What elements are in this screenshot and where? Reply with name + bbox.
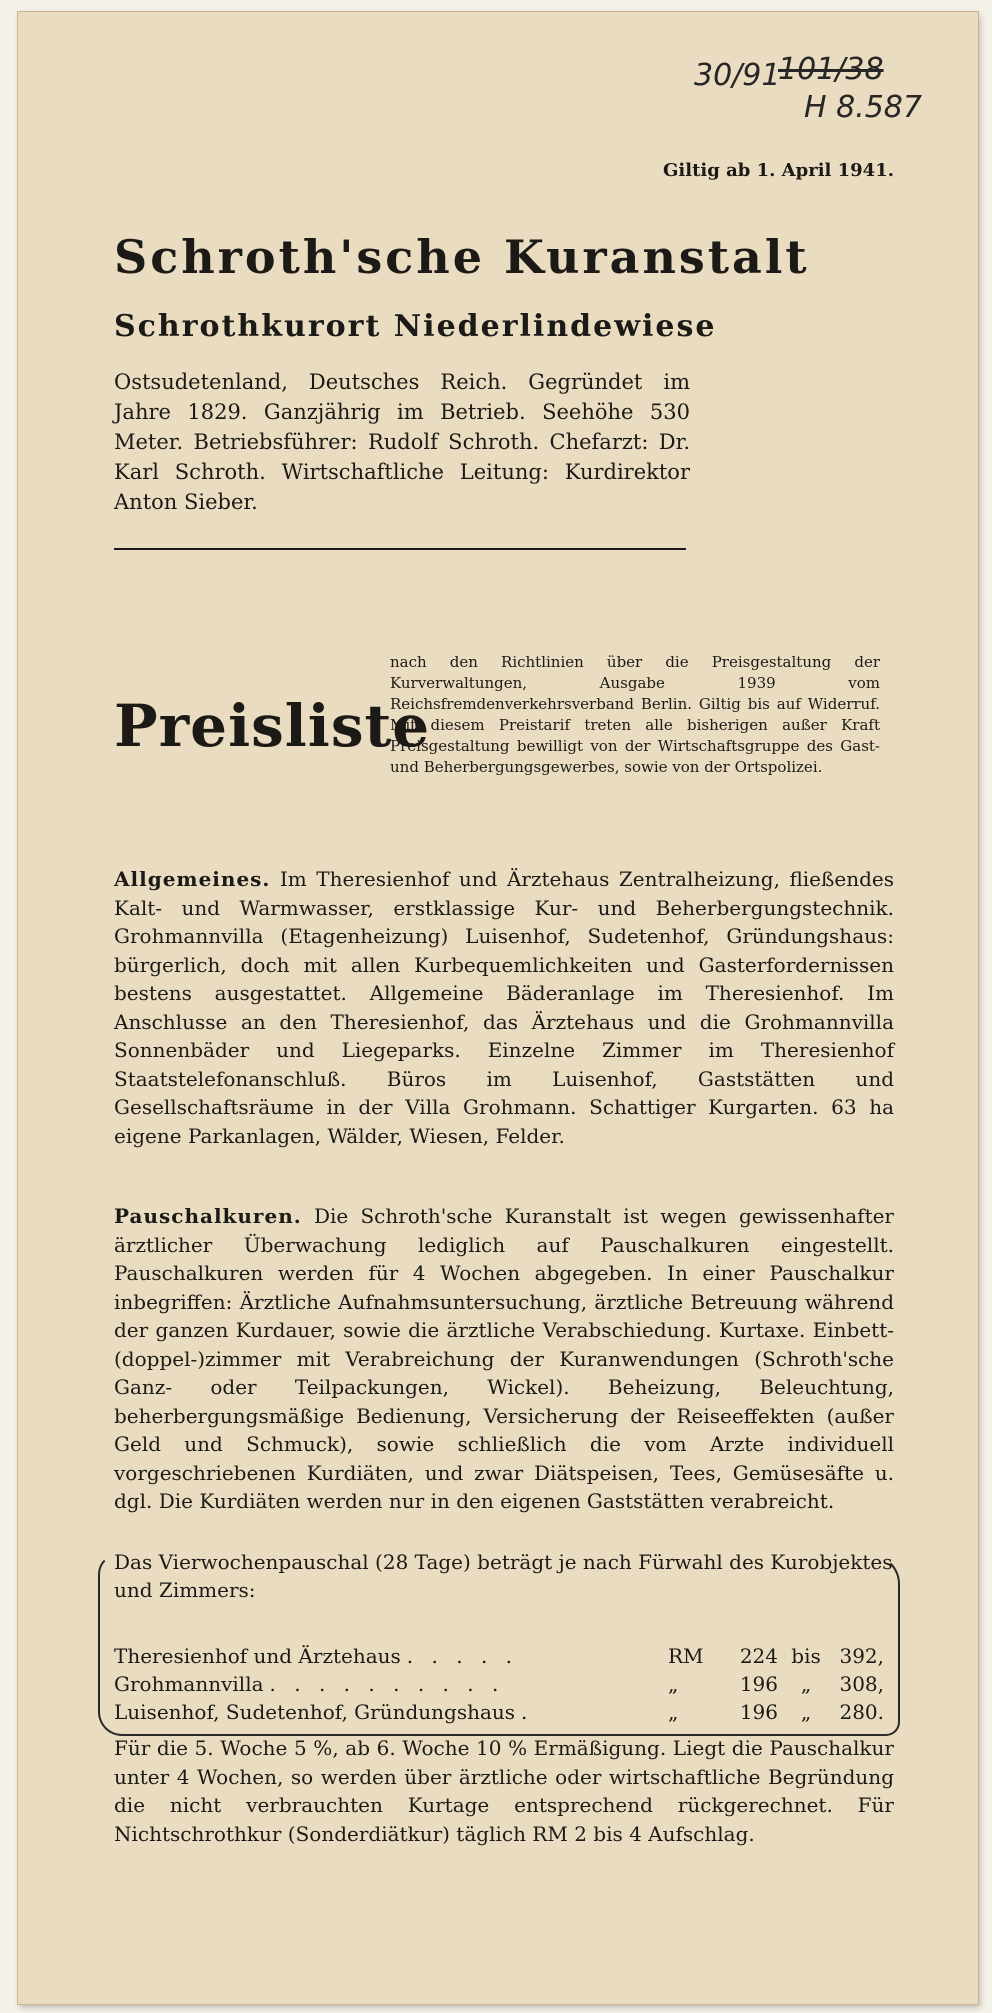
- document-title: Schroth'sche Kuranstalt: [114, 230, 810, 284]
- rate-leader: . . . . .: [406, 1644, 519, 1668]
- rate-currency: „: [668, 1672, 679, 1696]
- general-text: Im Theresienhof und Ärztehaus Zentralheizung, fließendes Kalt- und Warmwasser, erstklassige Kur- und Beherbergungstechnik. Grohmannvilla (Etagenheizung) Luisenhof, Sudetenhof, Gründungshaus: bürgerlich, doch mit allen Kurbequemlichkeiten und Gasterfordernissen bestens ausgestattet. Allgemeine Bäderanlage im Theresienhof. Im Anschlusse an den Theresienhof, das Ärztehaus und die Grohmannvilla Sonnenbäder und Liegeparks. Einzelne Zimmer im Theresienhof Staatstelefonanschluß. Büros im Luisenhof, Gaststätten und Gesellschaftsräume in der Villa Grohmann. Schattiger Kurgarten. 63 ha eigene Parkanlagen, Wälder, Wiesen, Felder.: [114, 867, 894, 1148]
- document-page: [18, 12, 978, 2004]
- rate-currency: RM: [668, 1644, 704, 1668]
- rate-leader: .: [521, 1700, 534, 1724]
- rate-from: 224: [739, 1644, 778, 1668]
- archive-note: H 8.587: [804, 90, 922, 125]
- rate-to: 280.: [839, 1700, 884, 1724]
- closing-paragraph: Für die 5. Woche 5 %, ab 6. Woche 10 % Ermäßigung. Liegt die Pauschalkur unter 4 Wochen, so werden über ärztliche oder wirtschaftliche Begründung die nicht verbrauchten Kurtage entsprechend rückgerechnet. Für Nichtschrothkur (Sonderdiätkur) täglich RM 2 bis 4 Aufschlag.: [114, 1736, 894, 1846]
- flat-rate-text: Die Schroth'sche Kuranstalt ist wegen gewissenhafter ärztlicher Überwachung lediglich auf Pauschalkuren eingestellt. Pauschalkuren werden für 4 Wochen abgegeben. In einer Pauschalkur inbegriffen: Ärztliche Aufnahmsuntersuchung, ärztliche Betreuung während der ganzen Kurdauer, sowie die ärztliche Verabschiedung. Kurtaxe. Einbett- (doppel-)zimmer mit Verabreichung der Kuranwendungen (Schroth'sche Ganz- oder Teilpackungen, Wickel). Beheizung, Beleuchtung, beherbergungsmäßige Bedienung, Versicherung der Reiseeffekten (außer Geld und Schmuck), sowie schließlich die vom Arzte individuell vorgeschriebenen Kurdiäten, und zwar Diätspeisen, Tees, Gemüsesäfte u. dgl. Die Kurdiäten werden nur in den eigenen Gaststätten verabreicht.: [114, 1204, 894, 1513]
- archive-note: 30/91: [694, 58, 781, 93]
- rate-to: 308,: [839, 1672, 884, 1696]
- flat-rate-section: [114, 1202, 894, 1516]
- intro-paragraph: Ostsudetenland, Deutsches Reich. Gegründet im Jahre 1829. Ganzjährig im Betrieb. Seehöhe 530 Meter. Betriebsführer: Rudolf Schroth. Chefarzt: Dr. Karl Schroth. Wirtschaftliche Leitung: Kurdirektor Anton Sieber.: [114, 370, 690, 514]
- rate-currency: „: [668, 1700, 679, 1724]
- rate-row: [114, 1670, 884, 1698]
- rate-to: 392,: [839, 1644, 884, 1668]
- price-list-note: nach den Richtlinien über die Preisgestaltung der Kurverwaltungen, Ausgabe 1939 vom Reichsfremdenverkehrsverband Berlin. Giltig bis auf Widerruf. Mit diesem Preistarif treten alle bisherigen außer Kraft Preisgestaltung bewilligt von der Wirtschaftsgruppe des Gast- und Beherbergungsgewerbes, sowie von der Ortspolizei.: [390, 653, 880, 776]
- rate-separator: „: [800, 1700, 812, 1724]
- general-heading: Allgemeines.: [114, 867, 271, 891]
- page-content: [114, 12, 894, 2004]
- rates-intro: Das Vierwochenpauschal (28 Tage) beträgt je nach Fürwahl des Kurobjektes und Zimmers:: [114, 1550, 893, 1602]
- rate-name: Luisenhof, Sudetenhof, Gründungshaus: [114, 1700, 516, 1724]
- rate-separator: „: [800, 1672, 812, 1696]
- rate-from: 196: [739, 1672, 778, 1696]
- rates-table: [114, 1642, 884, 1726]
- general-section: [114, 865, 894, 1150]
- rate-name: Grohmannvilla: [114, 1672, 264, 1696]
- rate-leader: . . . . . . . . . .: [269, 1672, 505, 1696]
- document-subtitle: Schrothkurort Niederlindewiese: [114, 309, 717, 344]
- price-list-heading: Preisliste: [114, 692, 431, 760]
- rate-name: Theresienhof und Ärztehaus: [114, 1644, 401, 1668]
- divider: [114, 548, 686, 550]
- flat-rate-heading: Pauschalkuren.: [114, 1204, 302, 1228]
- archive-note-struck: 101/38: [778, 52, 884, 87]
- rate-row: [114, 1642, 884, 1670]
- rate-row: [114, 1698, 884, 1726]
- rate-from: 196: [739, 1700, 778, 1724]
- validity-date: Giltig ab 1. April 1941.: [663, 160, 894, 181]
- rate-separator: bis: [791, 1644, 821, 1668]
